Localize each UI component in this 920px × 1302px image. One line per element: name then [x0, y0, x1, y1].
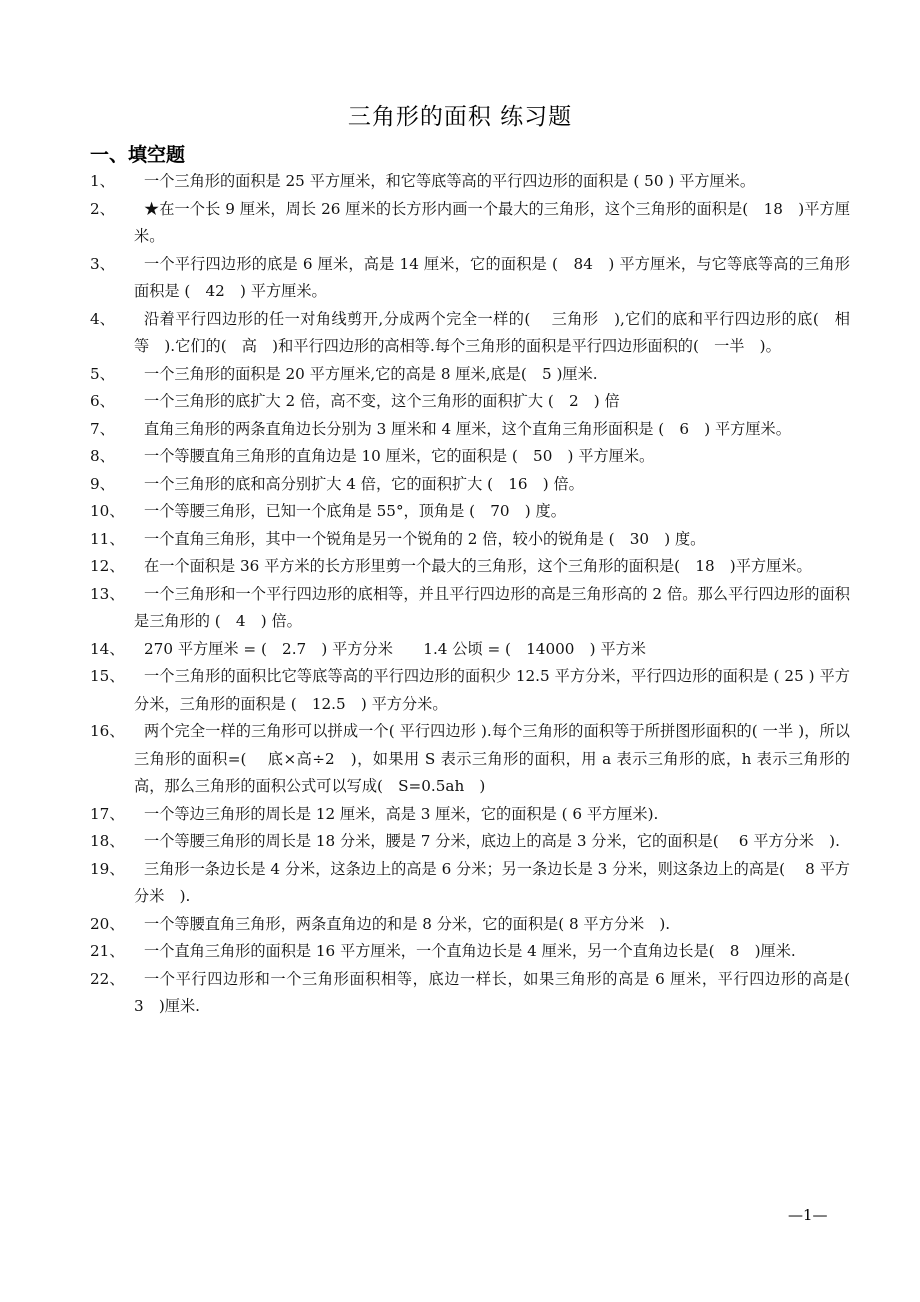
- question-item: [90, 196, 850, 251]
- question-text: 270 平方厘米 = ( 2.7 ) 平方分米 1.4 公顷 = ( 14000 ) 平方米: [144, 639, 646, 658]
- question-number: 5、: [90, 364, 115, 383]
- question-text: 两个完全一样的三角形可以拼成一个( 平行四边形 ).每个三角形的面积等于所拼图形面积的( 一半 )，所以三角形的面积=( 底×高÷2 )，如果用 S 表示三角形的面积，用 a 表示三角形的底，h 表示三角形的高，那么三角形的面积公式可以写成( S=0.5ah ): [134, 722, 850, 795]
- question-text: 一个三角形和一个平行四边形的底相等，并且平行四边形的高是三角形高的 2 倍。那么平行四边形的面积是三角形的 ( 4 ) 倍。: [134, 584, 850, 630]
- question-item: [90, 911, 850, 939]
- question-item: [90, 718, 850, 801]
- question-number: 22、: [90, 969, 125, 988]
- question-item: [90, 416, 850, 444]
- question-item: [90, 168, 850, 196]
- question-number: 1、: [90, 172, 115, 190]
- section-heading: 一、填空题: [90, 144, 186, 166]
- question-text: 一个等边三角形的周长是 12 厘米，高是 3 厘米，它的面积是 ( 6 平方厘米).: [144, 804, 659, 823]
- question-number: 13、: [90, 584, 125, 603]
- question-item: [90, 388, 850, 416]
- question-text: 一个三角形的底和高分别扩大 4 倍，它的面积扩大 ( 16 ) 倍。: [144, 474, 584, 493]
- question-item: [90, 361, 850, 389]
- question-number: 10、: [90, 502, 125, 520]
- question-text: 一个三角形的面积比它等底等高的平行四边形的面积少 12.5 平方分米，平行四边形的面积是 ( 25 ) 平方分米，三角形的面积是 ( 12.5 ) 平方分米。: [134, 667, 850, 713]
- question-item: [90, 306, 850, 361]
- question-item: [90, 526, 850, 554]
- question-text: 一个等腰三角形，已知一个底角是 55°，顶角是 ( 70 ) 度。: [144, 502, 566, 520]
- question-item: [90, 828, 850, 856]
- page-title: 三角形的面积 练习题: [347, 104, 573, 130]
- question-item: [90, 636, 850, 664]
- question-number: 8、: [90, 447, 115, 465]
- question-item: [90, 498, 850, 526]
- question-number: 16、: [90, 722, 125, 740]
- question-number: 18、: [90, 832, 125, 850]
- question-number: 15、: [90, 667, 125, 685]
- question-item: [90, 553, 850, 581]
- question-number: 4、: [90, 309, 115, 328]
- question-number: 6、: [90, 392, 115, 410]
- question-text: 在一个面积是 36 平方米的长方形里剪一个最大的三角形，这个三角形的面积是( 18 )平方厘米。: [144, 557, 812, 575]
- question-item: [90, 966, 866, 1021]
- question-text: 一个等腰直角三角形，两条直角边的和是 8 分米，它的面积是( 8 平方分米 ).: [144, 914, 671, 933]
- question-number: 3、: [90, 254, 115, 273]
- question-item: [90, 471, 850, 499]
- question-list: [90, 168, 866, 1021]
- question-text: 一个三角形的面积是 20 平方厘米,它的高是 8 厘米,底是( 5 )厘米.: [144, 364, 598, 383]
- question-text: 一个三角形的底扩大 2 倍，高不变，这个三角形的面积扩大 ( 2 ) 倍: [144, 392, 620, 410]
- question-number: 20、: [90, 914, 125, 933]
- question-text: 一个三角形的面积是 25 平方厘米，和它等底等高的平行四边形的面积是 ( 50 ) 平方厘米。: [144, 172, 756, 190]
- question-text: 一个直角三角形的面积是 16 平方厘米，一个直角边长是 4 厘米，另一个直角边长是( 8 )厘米.: [144, 942, 796, 960]
- question-number: 19、: [90, 859, 125, 878]
- question-text: 一个平行四边形的底是 6 厘米，高是 14 厘米，它的面积是 ( 84 ) 平方厘米，与它等底等高的三角形面积是 ( 42 ) 平方厘米。: [134, 254, 850, 300]
- question-number: 14、: [90, 639, 125, 658]
- question-text: 一个等腰直角三角形的直角边是 10 厘米，它的面积是 ( 50 ) 平方厘米。: [144, 447, 655, 465]
- question-number: 2、: [90, 199, 115, 218]
- page-number: —1—: [788, 1206, 828, 1224]
- question-item: [90, 251, 850, 306]
- question-number: 7、: [90, 419, 115, 438]
- question-number: 9、: [90, 474, 115, 493]
- question-text: 沿着平行四边形的任一对角线剪开,分成两个完全一样的( 三角形 ),它们的底和平行四边形的底( 相等 ).它们的( 高 )和平行四边形的高相等.每个三角形的面积是平行四边形面积的( 一半 )。: [134, 309, 850, 355]
- question-text: 一个平行四边形和一个三角形面积相等，底边一样长，如果三角形的高是 6 厘米，平行四边形的高是( 3 )厘米.: [134, 969, 866, 1015]
- question-text: 三角形一条边长是 4 分米，这条边上的高是 6 分米；另一条边长是 3 分米，则这条边上的高是( 8 平方分米 ).: [134, 859, 850, 905]
- question-number: 11、: [90, 529, 125, 548]
- question-text: 一个直角三角形，其中一个锐角是另一个锐角的 2 倍，较小的锐角是 ( 30 ) 度。: [144, 529, 706, 548]
- question-number: 21、: [90, 942, 125, 960]
- question-item: [90, 443, 850, 471]
- question-item: [90, 663, 850, 718]
- question-text: ★在一个长 9 厘米，周长 26 厘米的长方形内画一个最大的三角形，这个三角形的面积是( 18 )平方厘米。: [134, 199, 850, 245]
- question-item: [90, 581, 850, 636]
- question-number: 12、: [90, 557, 125, 575]
- question-number: 17、: [90, 804, 125, 823]
- question-item: [90, 856, 850, 911]
- question-item: [90, 938, 850, 966]
- question-item: [90, 801, 850, 829]
- question-text: 一个等腰三角形的周长是 18 分米，腰是 7 分米，底边上的高是 3 分米，它的面积是( 6 平方分米 ).: [144, 832, 840, 850]
- question-text: 直角三角形的两条直角边长分别为 3 厘米和 4 厘米，这个直角三角形面积是 ( 6 ) 平方厘米。: [144, 419, 791, 438]
